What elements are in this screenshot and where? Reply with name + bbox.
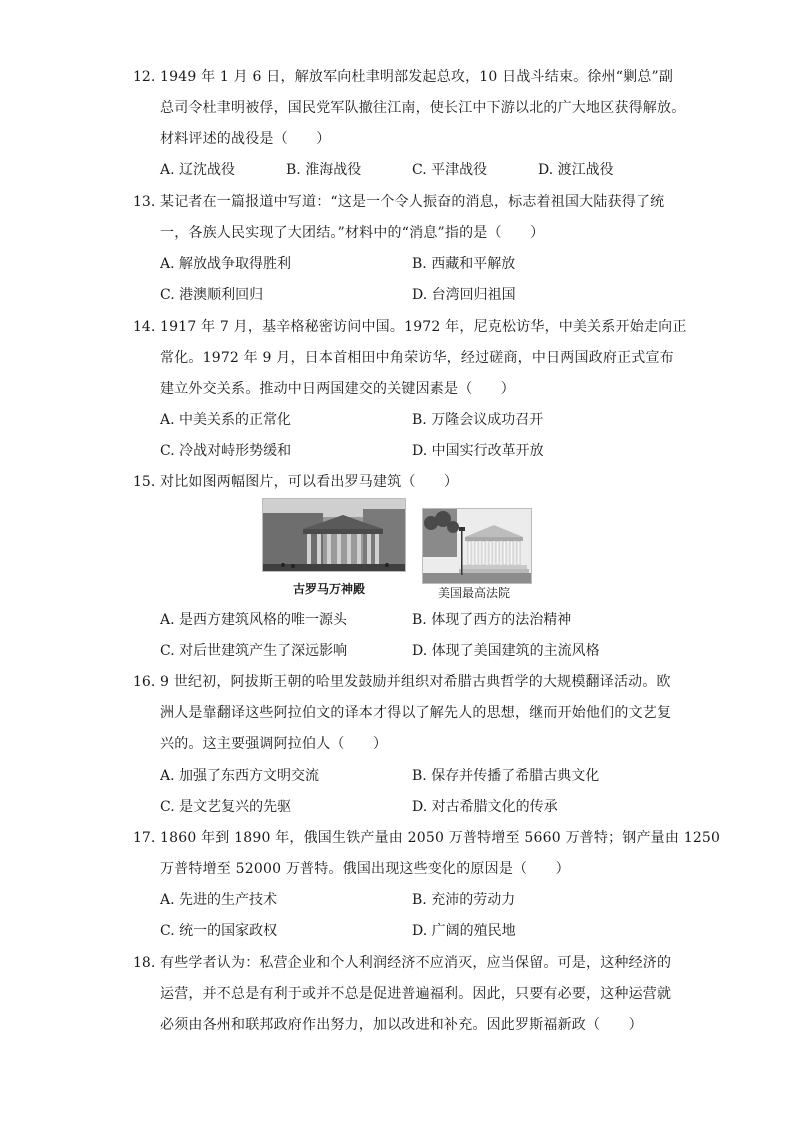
option-d[interactable]: D. 台湾回归祖国: [412, 287, 516, 303]
option-c[interactable]: C. 对后世建筑产生了深远影响: [160, 643, 348, 659]
question-text-line: 1860 年到 1890 年，俄国生铁产量由 2050 万普特增至 5660 万普特；钢产量由 1250: [160, 830, 721, 846]
question-number: 17.: [133, 830, 156, 846]
question-text-line: 运营，并不总是有利于或并不总是促进普遍福利。因此，只要有必要，这种运营就: [160, 986, 672, 1002]
option-b[interactable]: B. 充沛的劳动力: [412, 892, 516, 908]
question-text-line: 1917 年 7 月，基辛格秘密访问中国。1972 年，尼克松访华，中美关系开始走向正: [160, 319, 687, 335]
question-number: 18.: [133, 955, 156, 971]
figure-caption: 美国最高法院: [438, 586, 511, 600]
pantheon-illustration: [263, 499, 405, 571]
option-c[interactable]: C. 统一的国家政权: [160, 923, 278, 939]
option-d[interactable]: D. 中国实行改革开放: [412, 443, 544, 459]
question-text-line: 材料评述的战役是（ ）: [160, 131, 331, 147]
question-number: 13.: [133, 194, 156, 210]
question-number: 14.: [133, 319, 156, 335]
supreme-court-illustration: [423, 509, 531, 583]
question-text-line: 有些学者认为：私营企业和个人利润经济不应消灭，应当保留。可是，这种经济的: [160, 955, 672, 971]
option-c[interactable]: C. 冷战对峙形势缓和: [160, 443, 292, 459]
option-a[interactable]: A. 是西方建筑风格的唯一源头: [160, 612, 348, 628]
option-c[interactable]: C. 港澳顺利回归: [160, 287, 264, 303]
question-number: 16.: [133, 674, 156, 690]
option-d[interactable]: D. 广阔的殖民地: [412, 923, 516, 939]
option-a[interactable]: A. 先进的生产技术: [160, 892, 278, 908]
question-text-line: 常化。1972 年 9 月，日本首相田中角荣访华，经过磋商，中日两国政府正式宣布: [160, 350, 674, 366]
question-number: 15.: [133, 474, 156, 490]
question-text-line: 万普特增至 52000 万普特。俄国出现这些变化的原因是（ ）: [160, 861, 570, 877]
option-d[interactable]: D. 对古希腊文化的传承: [412, 799, 558, 815]
question-text-line: 必须由各州和联邦政府作出努力，加以改进和补充。因此罗斯福新政（ ）: [160, 1017, 643, 1033]
question-text-line: 对比如图两幅图片，可以看出罗马建筑（ ）: [160, 474, 459, 490]
option-d[interactable]: D. 体现了美国建筑的主流风格: [412, 643, 600, 659]
option-c[interactable]: C. 是文艺复兴的先驱: [160, 799, 292, 815]
supreme-court-photo: [422, 508, 532, 584]
option-c[interactable]: C. 平津战役: [412, 162, 488, 178]
option-d[interactable]: D. 渡江战役: [538, 162, 614, 178]
question-text-line: 洲人是靠翻译这些阿拉伯文的译本才得以了解先人的思想，继而开始他们的文艺复: [160, 705, 672, 721]
pantheon-photo: [262, 498, 406, 572]
question-text-line: 一，各族人民实现了大团结。”材料中的“消息”指的是（ ）: [160, 225, 545, 241]
question-text-line: 建立外交关系。推动中日两国建交的关键因素是（ ）: [160, 381, 515, 397]
option-b[interactable]: B. 体现了西方的法治精神: [412, 612, 572, 628]
option-b[interactable]: B. 西藏和平解放: [412, 256, 516, 272]
question-text-line: 1949 年 1 月 6 日，解放军向杜聿明部发起总攻，10 日战斗结束。徐州“剿总”副: [160, 69, 674, 85]
option-b[interactable]: B. 淮海战役: [286, 162, 362, 178]
option-b[interactable]: B. 万隆会议成功召开: [412, 412, 544, 428]
option-a[interactable]: A. 中美关系的正常化: [160, 412, 292, 428]
question-text-line: 兴的。这主要强调阿拉伯人（ ）: [160, 736, 388, 752]
question-text-line: 某记者在一篇报道中写道：“这是一个令人振奋的消息，标志着祖国大陆获得了统: [160, 194, 665, 210]
figure-caption: 古罗马万神殿: [293, 582, 366, 596]
option-b[interactable]: B. 保存并传播了希腊古典文化: [412, 768, 600, 784]
option-a[interactable]: A. 加强了东西方文明交流: [160, 768, 320, 784]
option-a[interactable]: A. 解放战争取得胜利: [160, 256, 292, 272]
question-text-line: 9 世纪初，阿拔斯王朝的哈里发鼓励并组织对希腊古典哲学的大规模翻译活动。欧: [160, 674, 671, 690]
question-text-line: 总司令杜聿明被俘，国民党军队撤往江南，使长江中下游以北的广大地区获得解放。: [160, 100, 686, 116]
option-a[interactable]: A. 辽沈战役: [160, 162, 236, 178]
question-number: 12.: [133, 69, 156, 85]
